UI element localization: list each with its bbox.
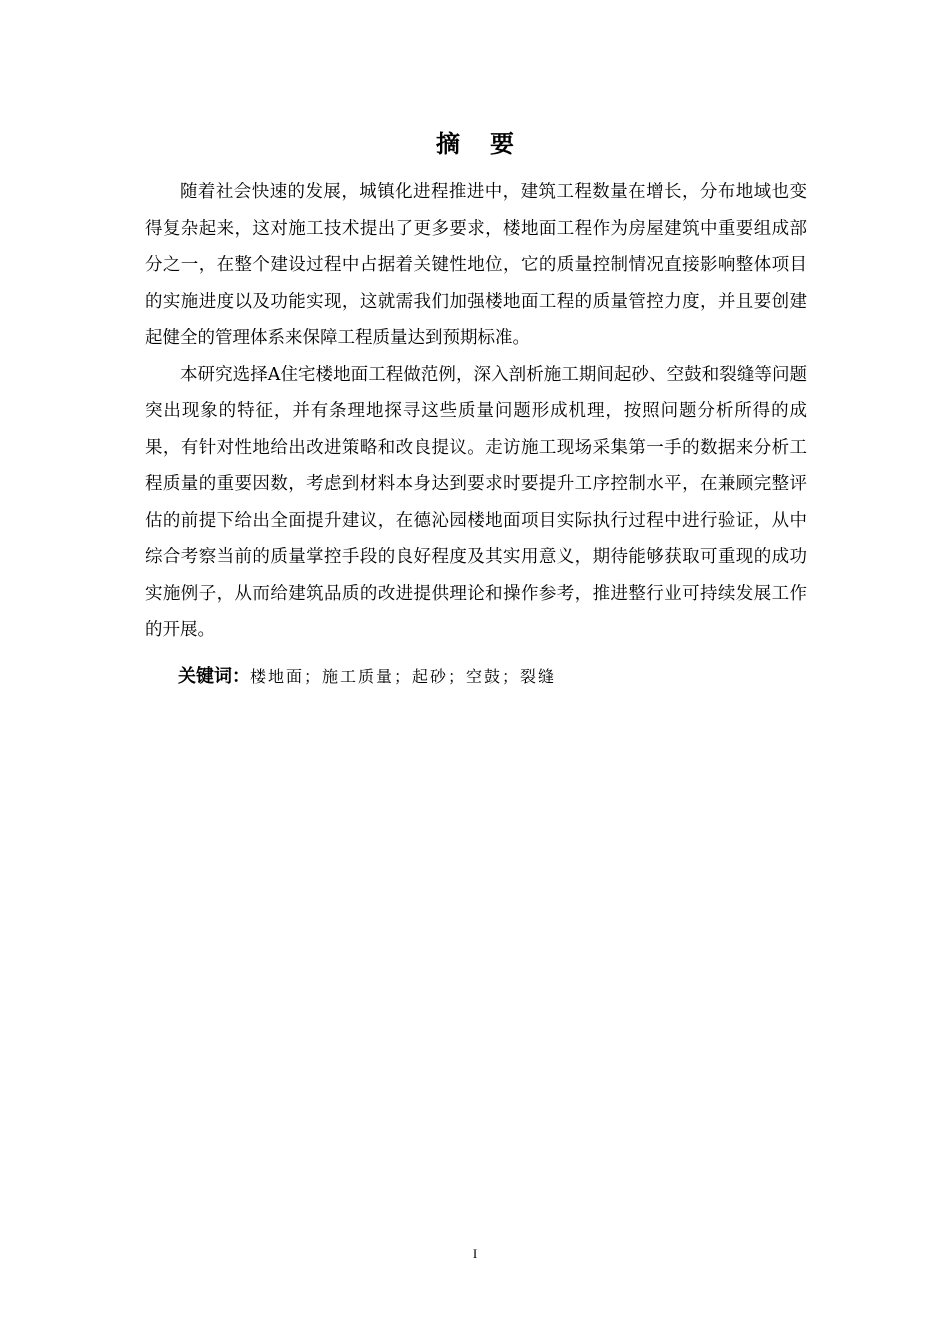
abstract-title: 摘要 [436, 130, 544, 158]
abstract-body [145, 174, 807, 649]
abstract-paragraph-2: 本研究选择A住宅楼地面工程做范例，深入剖析施工期间起砂、空鼓和裂缝等问题突出现象的特征，并有条理地探寻这些质量问题形成机理，按照问题分析所得的成果，有针对性地给出改进策略和改良提议。走访施工现场采集第一手的数据来分析工程质量的重要因数，考虑到材料本身达到要求时要提升工序控制水平，在兼顾完整评估的前提下给出全面提升建议，在德沁园楼地面项目实际执行过程中进行验证，从中综合考察当前的质量掌控手段的良好程度及其实用意义，期待能够获取可重现的成功实施例子，从而给建筑品质的改进提供理论和操作参考，推进整行业可持续发展工作的开展。 [145, 364, 807, 640]
keywords-text: 楼地面；施工质量；起砂；空鼓；裂缝 [250, 667, 557, 686]
abstract-paragraph-1: 随着社会快速的发展，城镇化进程推进中，建筑工程数量在增长，分布地域也变得复杂起来，这对施工技术提出了更多要求，楼地面工程作为房屋建筑中重要组成部分之一，在整个建设过程中占据着关键性地位，它的质量控制情况直接影响整体项目的实施进度以及功能实现，这就需我们加强楼地面工程的质量管控力度，并且要创建起健全的管理体系来保障工程质量达到预期标准。 [145, 182, 807, 348]
keywords-line [178, 662, 798, 692]
keywords-label: 关键词： [178, 666, 250, 687]
page-number: I [472, 1246, 478, 1261]
